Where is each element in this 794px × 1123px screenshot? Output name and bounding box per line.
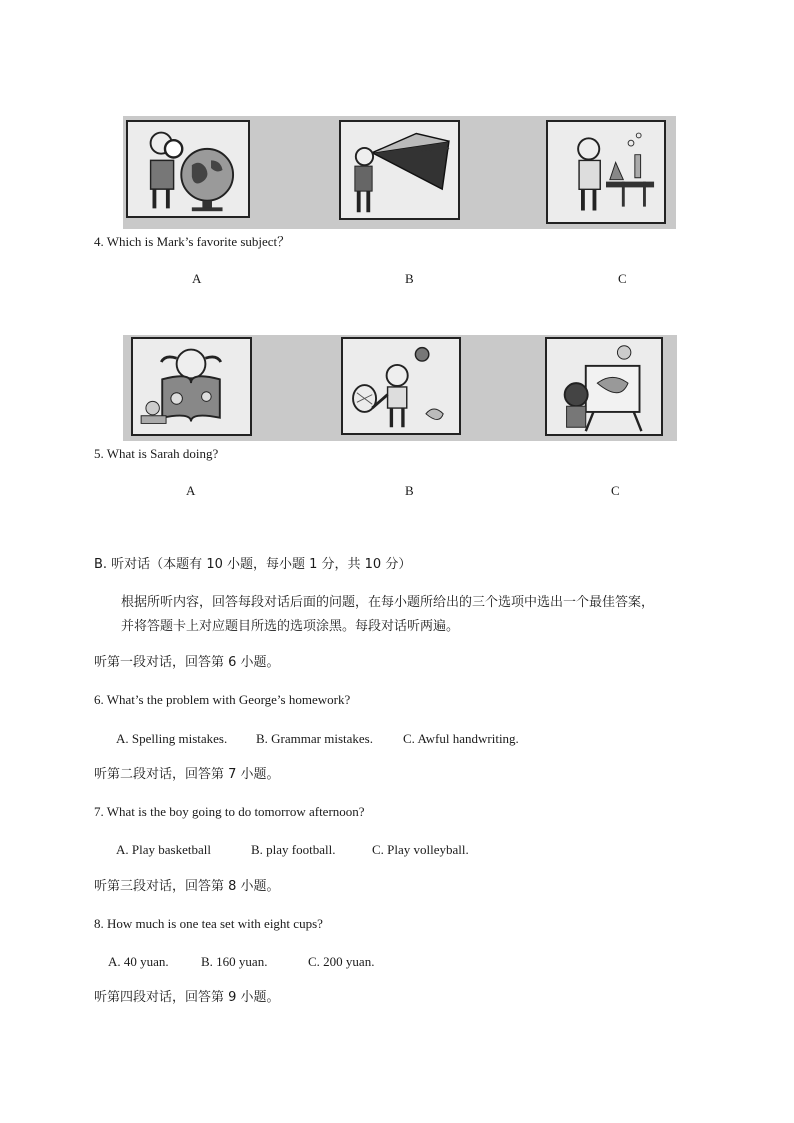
q8-option-c[interactable]: C. 200 yuan. bbox=[308, 954, 375, 969]
section-b-title: B. 听对话（本题有 10 小题，每小题 1 分，共 10 分） bbox=[94, 557, 412, 572]
q5-picture-a bbox=[131, 337, 252, 436]
dialog-3-intro: 听第三段对话，回答第 8 小题。 bbox=[94, 879, 280, 894]
paper-plane-icon bbox=[341, 122, 458, 218]
chemistry-lab-icon bbox=[548, 122, 664, 222]
q4-question: 4. Which is Mark’s favorite subject？ bbox=[94, 234, 291, 249]
tennis-icon bbox=[343, 339, 459, 433]
dialog-4-intro: 听第四段对话，回答第 9 小题。 bbox=[94, 990, 280, 1005]
q7-option-b[interactable]: B. play football. bbox=[251, 842, 336, 857]
q5-picture-b bbox=[341, 337, 461, 435]
q4-option-b[interactable]: B bbox=[405, 271, 414, 286]
q4-picture-c bbox=[546, 120, 666, 224]
q4-option-c[interactable]: C bbox=[618, 271, 627, 286]
q5-option-c[interactable]: C bbox=[611, 483, 620, 498]
magnifier-globe-icon bbox=[128, 122, 248, 216]
reading-book-icon bbox=[133, 339, 250, 434]
dialog-1-intro: 听第一段对话，回答第 6 小题。 bbox=[94, 655, 280, 670]
q6-option-b[interactable]: B. Grammar mistakes. bbox=[256, 731, 373, 746]
dialog-2-intro: 听第二段对话，回答第 7 小题。 bbox=[94, 767, 280, 782]
q7-question: 7. What is the boy going to do tomorrow afternoon? bbox=[94, 804, 365, 819]
q6-option-a[interactable]: A. Spelling mistakes. bbox=[116, 731, 228, 746]
q4-option-a[interactable]: A bbox=[192, 271, 202, 286]
section-b-instruction-line2: 并将答题卡上对应题目所选的选项涂黑。每段对话听两遍。 bbox=[121, 619, 460, 634]
q6-question: 6. What’s the problem with George’s homework? bbox=[94, 692, 351, 707]
q5-picture-c bbox=[545, 337, 663, 436]
q8-option-b[interactable]: B. 160 yuan. bbox=[201, 954, 268, 969]
q6-option-c[interactable]: C. Awful handwriting. bbox=[403, 731, 519, 746]
section-b-instruction-line1: 根据所听内容，回答每段对话后面的问题，在每小题所给出的三个选项中选出一个最佳答案， bbox=[121, 595, 655, 610]
q7-option-a[interactable]: A. Play basketball bbox=[116, 842, 211, 857]
q7-option-c[interactable]: C. Play volleyball. bbox=[372, 842, 469, 857]
q5-option-a[interactable]: A bbox=[186, 483, 196, 498]
q8-question: 8. How much is one tea set with eight cups? bbox=[94, 916, 323, 931]
q4-picture-b bbox=[339, 120, 460, 220]
painting-icon bbox=[547, 339, 661, 434]
q4-picture-a bbox=[126, 120, 250, 218]
q5-option-b[interactable]: B bbox=[405, 483, 414, 498]
q8-option-a[interactable]: A. 40 yuan. bbox=[108, 954, 169, 969]
q5-question: 5. What is Sarah doing? bbox=[94, 446, 219, 461]
